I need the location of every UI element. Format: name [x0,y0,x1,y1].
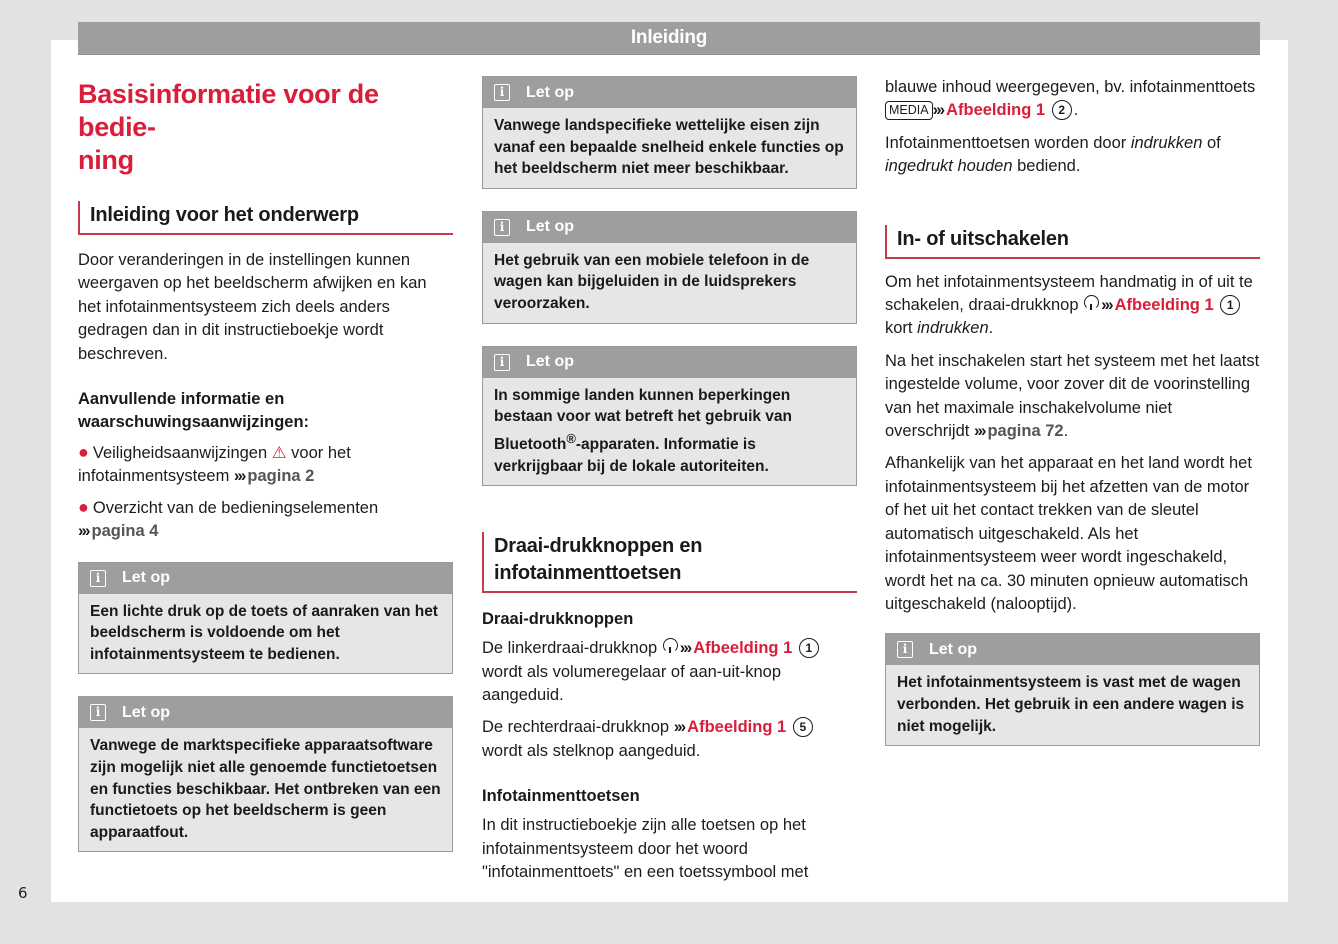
page-link[interactable]: pagina 2 [247,467,315,486]
subsection-heading: Inleiding voor het onderwerp [78,201,453,235]
section-heading: In- of uitschakelen [885,225,1260,259]
note-text: Het gebruik van een mobiele telefoon in de wagen kan bijgeluiden in de luidsprekers veroorzaken. [494,251,810,312]
subheading: Draai-drukknoppen [482,610,634,629]
subheading: Infotainmenttoetsen [482,787,640,806]
figure-link[interactable]: Afbeelding 1 [946,101,1046,120]
note-header: i Let op [79,697,452,728]
bullet-dot-icon: ● [78,442,89,463]
note-box [482,76,857,189]
info-icon: i [494,84,510,101]
cross-reference-arrows-icon: ››› [78,522,89,541]
note-text: Vanwege landspecifieke wettelijke eisen zijn vanaf een bepaalde snelheid enkele functies op het beeldscherm niet meer beschikbaar. [494,117,844,178]
page-title: Basisinformatie voor de bedie- ning [78,79,379,175]
cross-reference-arrows-icon: ››› [932,101,944,120]
bullet-item: ● Veiligheidsaanwijzingen ⚠ voor het infotainmentsysteem ››› pagina 2 [78,442,351,486]
warning-triangle-icon: ⚠ [271,444,287,463]
additional-info-heading: Aanvullende informatie en waarschuwingsaanwijzingen: [78,390,310,432]
cross-reference-arrows-icon: ››› [233,467,245,486]
paragraph: De rechterdraai-drukknop ››› Afbeelding 1 5 wordt als stelknop aangeduid. [482,716,857,763]
note-text: Een lichte druk op de toets of aanraken van het beeldscherm is voldoende om het infotainmentsysteem te bedienen. [90,602,438,663]
callout-number: 1 [1220,295,1240,315]
cross-reference-arrows-icon: ››› [673,718,685,737]
note-text: Vanwege de marktspecifieke apparaatsoftware zijn mogelijk niet alle genoemde functietoetsen en functies beschikbaar. Het ontbreken van een functietoets op het beeldscherm is geen apparaatfout. [90,737,441,841]
paragraph: blauwe inhoud weergegeven, bv. infotainmenttoets MEDIA ››› Afbeelding 1 2 . [885,78,1256,120]
rotary-knob-icon [1084,295,1099,310]
figure-link[interactable]: Afbeelding 1 [1114,296,1214,315]
callout-number: 5 [793,717,813,737]
note-header: i Let op [79,563,452,594]
note-box [78,696,453,852]
note-box [482,211,857,324]
callout-number: 2 [1052,100,1072,120]
note-header: i Let op [483,347,856,378]
info-icon: i [90,570,106,587]
rotary-knob-icon [663,638,678,653]
page-link[interactable]: pagina 4 [91,522,159,541]
column-3 [885,76,1260,746]
cross-reference-arrows-icon: ››› [973,422,985,441]
page-link[interactable]: pagina 72 [987,422,1064,441]
paragraph: Afhankelijk van het apparaat en het land wordt het infotainmentsysteem bij het afzetten van de motor of het uit het contact trekken van de sleutel automatisch uitgeschakeld. Als het infotainmentsysteem weer wordt ingeschakeld, wordt het na ca. 30 minuten opnieuw automatisch uitgeschakeld (nalooptijd). [885,454,1252,613]
cross-reference-arrows-icon: ››› [1101,296,1112,315]
intro-paragraph: Door veranderingen in de instellingen kunnen weergaven op het beeldscherm afwijken en kan het infotainmentsysteem zich deels anders gedragen dan in dit instructieboekje wordt beschreven. [78,251,427,363]
paragraph: De linkerdraai-drukknop ››› Afbeelding 1 1 wordt als volumeregelaar of aan-uit-knop aangeduid. [482,637,857,707]
info-icon: i [494,219,510,236]
callout-number: 1 [799,638,819,658]
section-heading: Draai-drukknoppen en infotainmenttoetsen [482,532,857,593]
figure-link[interactable]: Afbeelding 1 [687,718,787,737]
info-icon: i [90,704,106,721]
column-2 [482,76,857,884]
paragraph: In dit instructieboekje zijn alle toetsen op het infotainmentsysteem door het woord "infotainmenttoets" en een toetssymbool met [482,816,809,881]
paragraph: Na het inschakelen start het systeem met het laatst ingestelde volume, voor zover dit de voorinstelling van het maximale inschakelvolume niet overschrijdt ››› pagina 72. [885,351,1260,441]
paragraph: Om het infotainmentsysteem handmatig in of uit te schakelen, draai-drukknop ››› Afbeelding 1 1 kort indrukken. [885,272,1253,338]
note-header: i Let op [483,77,856,108]
paragraph: Infotainmenttoetsen worden door indrukken of ingedrukt houden bediend. [885,133,1221,176]
note-box [885,633,1260,746]
note-text: In sommige landen kunnen beperkingen bestaan voor wat betreft het gebruik van Bluetooth®-apparaten. Informatie is verkrijgbaar bij de lokale autoriteiten. [494,386,793,475]
note-header: i Let op [483,212,856,243]
chapter-header-bar [78,22,1260,55]
note-box [482,346,857,487]
column-1 [78,76,453,852]
bullet-dot-icon: ● [78,496,89,517]
page-number: 6 [18,884,28,902]
cross-reference-arrows-icon: ››› [679,639,691,658]
info-icon: i [494,354,510,371]
media-key-symbol: MEDIA [885,101,933,120]
info-icon: i [897,641,913,658]
note-text: Het infotainmentsysteem is vast met de wagen verbonden. Het gebruik in een andere wagen is niet mogelijk. [897,674,1245,735]
chapter-title: Inleiding [630,27,708,48]
figure-link[interactable]: Afbeelding 1 [693,639,793,658]
note-box [78,562,453,675]
bullet-item: ● Overzicht van de bedieningselementen ››› pagina 4 [78,496,379,541]
note-header: i Let op [886,634,1259,665]
